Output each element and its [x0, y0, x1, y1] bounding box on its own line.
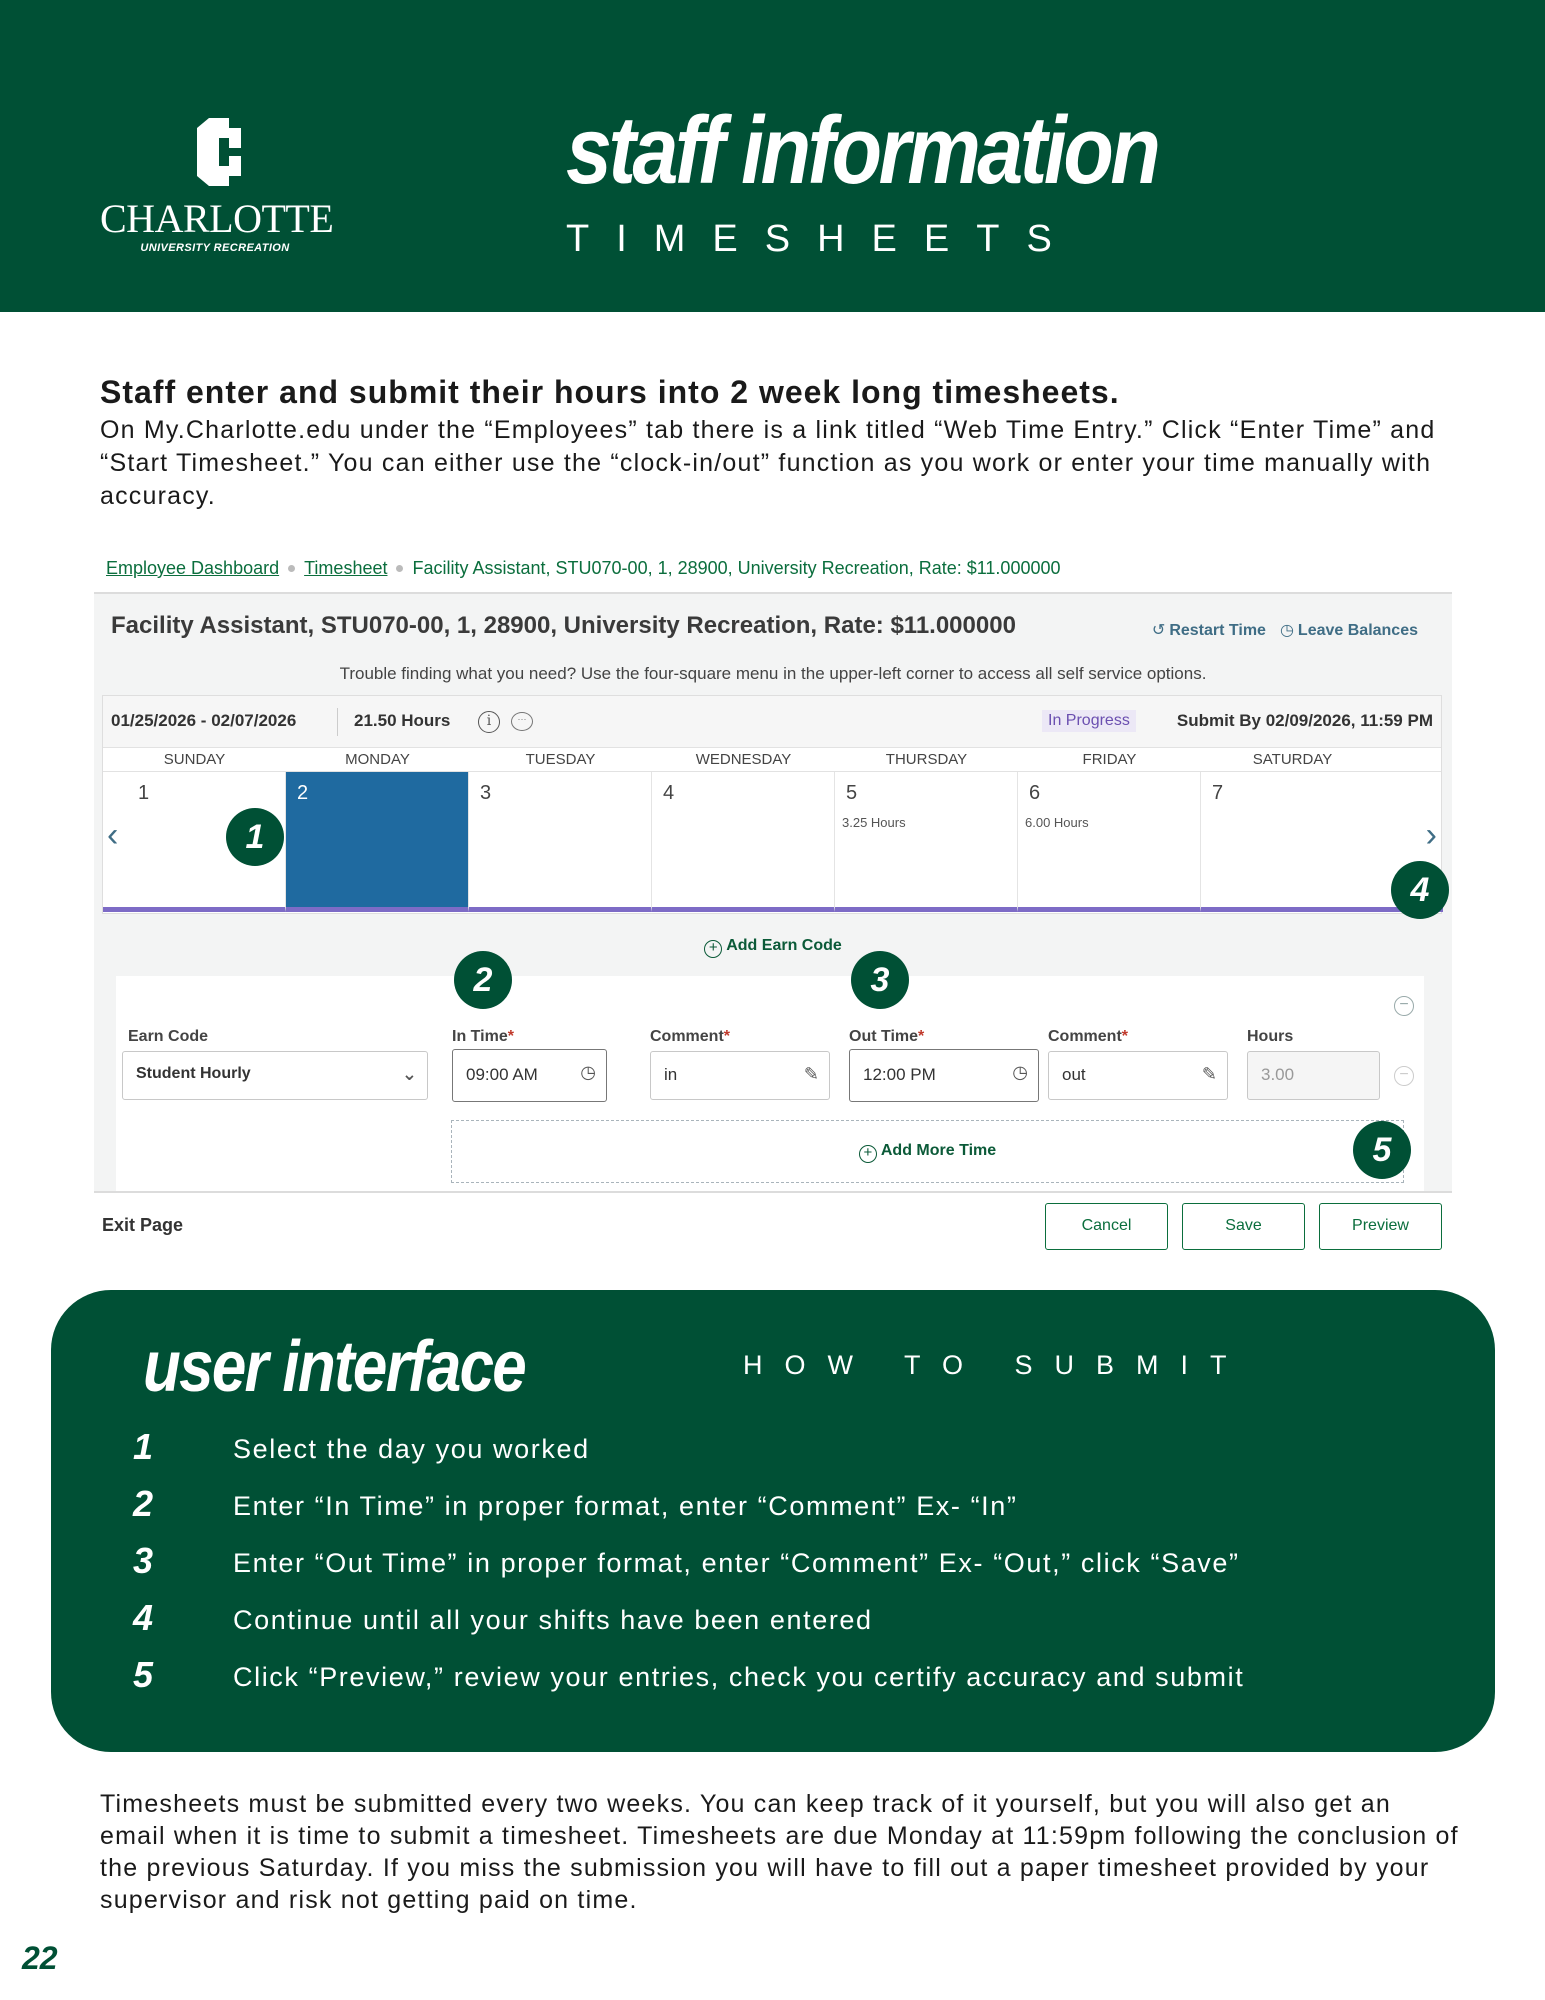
day-number: 6 — [1029, 782, 1041, 804]
step-number: 1 — [133, 1426, 154, 1467]
step-number: 2 — [133, 1483, 154, 1524]
step-marker-3: 3 — [851, 951, 909, 1009]
submit-by-date: Submit By 02/09/2026, 11:59 PM — [1176, 711, 1433, 730]
date-range: 01/25/2026 - 02/07/2026 — [111, 711, 297, 730]
section-subtitle: HOW TO SUBMIT — [743, 1350, 1249, 1380]
step-text: Select the day you worked — [233, 1434, 590, 1464]
plus-circle-icon: + — [704, 940, 722, 958]
status-badge: In Progress — [1042, 710, 1136, 732]
c-logo-icon — [189, 118, 241, 186]
clock-icon: ◷ — [580, 1062, 596, 1082]
weekday-label: FRIDAY — [1082, 751, 1137, 768]
pencil-icon: ✎ — [803, 1064, 819, 1084]
exit-page-link[interactable]: Exit Page — [102, 1215, 184, 1235]
breadcrumb-timesheet[interactable]: Timesheet — [304, 558, 388, 578]
step-marker-5: 5 — [1353, 1121, 1411, 1179]
out-comment-label: Comment* — [1048, 1028, 1129, 1045]
how-to-submit-panel — [51, 1290, 1495, 1752]
day-number: 5 — [846, 782, 858, 804]
day-hours: 6.00 Hours — [1025, 815, 1089, 830]
intro-body: On My.Charlotte.edu under the “Employees” tab there is a link titled “Web Time Entry.” Click “Enter Time” and “Start Timesheet.” You can either use the “clock-in/out” function as you work or enter your time manually with accuracy. — [100, 416, 1436, 510]
step-number: 4 — [133, 1597, 154, 1638]
closing-paragraph: Timesheets must be submitted every two weeks. You can keep track of it yourself, but you will also get an email when it is time to submit a timesheet. Timesheets are due Monday at 11:59pm following the conclusion of the previous Saturday. If you miss the submission you will have to fill out a paper timesheet provided by your supervisor and risk not getting paid on time. — [100, 1790, 1459, 1914]
weekday-header — [103, 749, 1441, 772]
step-marker-2: 2 — [454, 951, 512, 1009]
weekday-label: TUESDAY — [525, 751, 596, 768]
timesheet-panel — [94, 592, 1452, 1252]
clock-icon: ◷ — [1012, 1062, 1028, 1082]
leave-balances-link[interactable]: ◷ Leave Balances — [1279, 622, 1418, 639]
hours-label: Hours — [1247, 1028, 1294, 1045]
in-time-input[interactable]: 09:00 AM ◷ — [452, 1049, 607, 1102]
pencil-icon: ✎ — [1201, 1064, 1217, 1084]
step-marker-1: 1 — [226, 808, 284, 866]
day-cell-wednesday[interactable] — [652, 772, 835, 912]
day-cell-friday[interactable] — [1018, 772, 1201, 912]
calendar-header — [103, 696, 1441, 748]
time-entry-form — [116, 976, 1424, 1192]
in-comment-input[interactable]: in ✎ — [650, 1051, 830, 1100]
breadcrumb-separator — [396, 565, 403, 572]
panel-footer — [94, 1191, 1452, 1254]
day-cell-thursday[interactable] — [835, 772, 1018, 912]
step-text: Enter “In Time” in proper format, enter “Comment” Ex- “In” — [233, 1491, 1018, 1521]
day-number: 2 — [297, 782, 309, 804]
earn-code-select[interactable]: Student Hourly ⌄ — [122, 1051, 428, 1100]
logo-subtitle: UNIVERSITY RECREATION — [140, 242, 290, 254]
add-earn-code-button[interactable]: + Add Earn Code — [94, 937, 1452, 958]
weekday-label: THURSDAY — [885, 751, 968, 768]
restart-time-link[interactable]: ↺ Restart Time — [1151, 622, 1266, 639]
section-title: user interface — [143, 1327, 526, 1407]
breadcrumb-current: Facility Assistant, STU070-00, 1, 28900, University Recreation, Rate: $11.000000 — [412, 558, 1061, 578]
step-number: 5 — [133, 1654, 154, 1695]
weekday-label: MONDAY — [345, 751, 410, 768]
info-icon[interactable]: i — [478, 711, 500, 733]
collapse-icon[interactable]: − — [1394, 996, 1414, 1016]
breadcrumb — [106, 558, 1061, 579]
add-more-time-button[interactable]: + Add More Time — [451, 1120, 1404, 1183]
remove-row-icon[interactable]: − — [1394, 1066, 1414, 1086]
divider — [337, 708, 338, 736]
help-text: Trouble finding what you need? Use the four-square menu in the upper-left corner to access all self service options. — [339, 664, 1207, 683]
next-week-icon[interactable]: › — [1425, 816, 1437, 854]
step-text: Continue until all your shifts have been entered — [233, 1605, 873, 1635]
day-number: 7 — [1212, 782, 1224, 804]
page-title: staff information — [566, 97, 1158, 204]
day-cell-monday[interactable] — [286, 772, 469, 912]
breadcrumb-separator — [288, 565, 295, 572]
page-number: 22 — [22, 1940, 58, 1976]
out-time-label: Out Time* — [849, 1028, 925, 1045]
preview-button[interactable]: Preview — [1319, 1203, 1442, 1250]
day-number: 1 — [138, 782, 150, 804]
out-time-input[interactable]: 12:00 PM ◷ — [849, 1049, 1039, 1102]
save-button[interactable]: Save — [1182, 1203, 1305, 1250]
step-marker-4: 4 — [1391, 861, 1449, 919]
day-hours: 3.25 Hours — [842, 815, 906, 830]
plus-circle-icon: + — [859, 1145, 877, 1163]
in-time-label: In Time* — [452, 1028, 514, 1045]
restart-icon: ↺ — [1151, 622, 1166, 639]
charlotte-logo — [100, 118, 334, 254]
weekday-label: SUNDAY — [163, 751, 226, 768]
header-banner — [0, 0, 1545, 312]
step-text: Click “Preview,” review your entries, check you certify accuracy and submit — [233, 1662, 1245, 1692]
panel-links — [1138, 620, 1418, 640]
day-number: 3 — [480, 782, 492, 804]
page-subtitle: TIMESHEETS — [566, 218, 1079, 260]
comment-icon[interactable]: ··· — [511, 712, 533, 731]
step-number: 3 — [133, 1540, 154, 1581]
clock-icon: ◷ — [1279, 622, 1294, 639]
prev-week-icon[interactable]: ‹ — [107, 816, 119, 854]
in-comment-label: Comment* — [650, 1028, 731, 1045]
day-cell-tuesday[interactable] — [469, 772, 652, 912]
day-number: 4 — [663, 782, 675, 804]
intro-heading: Staff enter and submit their hours into 2 week long timesheets. — [100, 374, 1120, 410]
job-title: Facility Assistant, STU070-00, 1, 28900, University Recreation, Rate: $11.000000 — [111, 612, 1016, 639]
hours-field: 3.00 — [1247, 1051, 1380, 1100]
logo-wordmark: CHARLOTTE — [100, 196, 334, 241]
cancel-button[interactable]: Cancel — [1045, 1203, 1168, 1250]
breadcrumb-employee-dashboard[interactable]: Employee Dashboard — [106, 558, 280, 578]
step-text: Enter “Out Time” in proper format, enter “Comment” Ex- “Out,” click “Save” — [233, 1548, 1240, 1578]
calendar-week — [102, 695, 1442, 914]
out-comment-input[interactable]: out ✎ — [1048, 1051, 1228, 1100]
earn-code-label: Earn Code — [128, 1028, 209, 1045]
weekday-label: WEDNESDAY — [695, 751, 792, 768]
total-hours: 21.50 Hours — [354, 711, 451, 730]
chevron-down-icon: ⌄ — [401, 1064, 417, 1084]
weekday-label: SATURDAY — [1252, 751, 1333, 768]
